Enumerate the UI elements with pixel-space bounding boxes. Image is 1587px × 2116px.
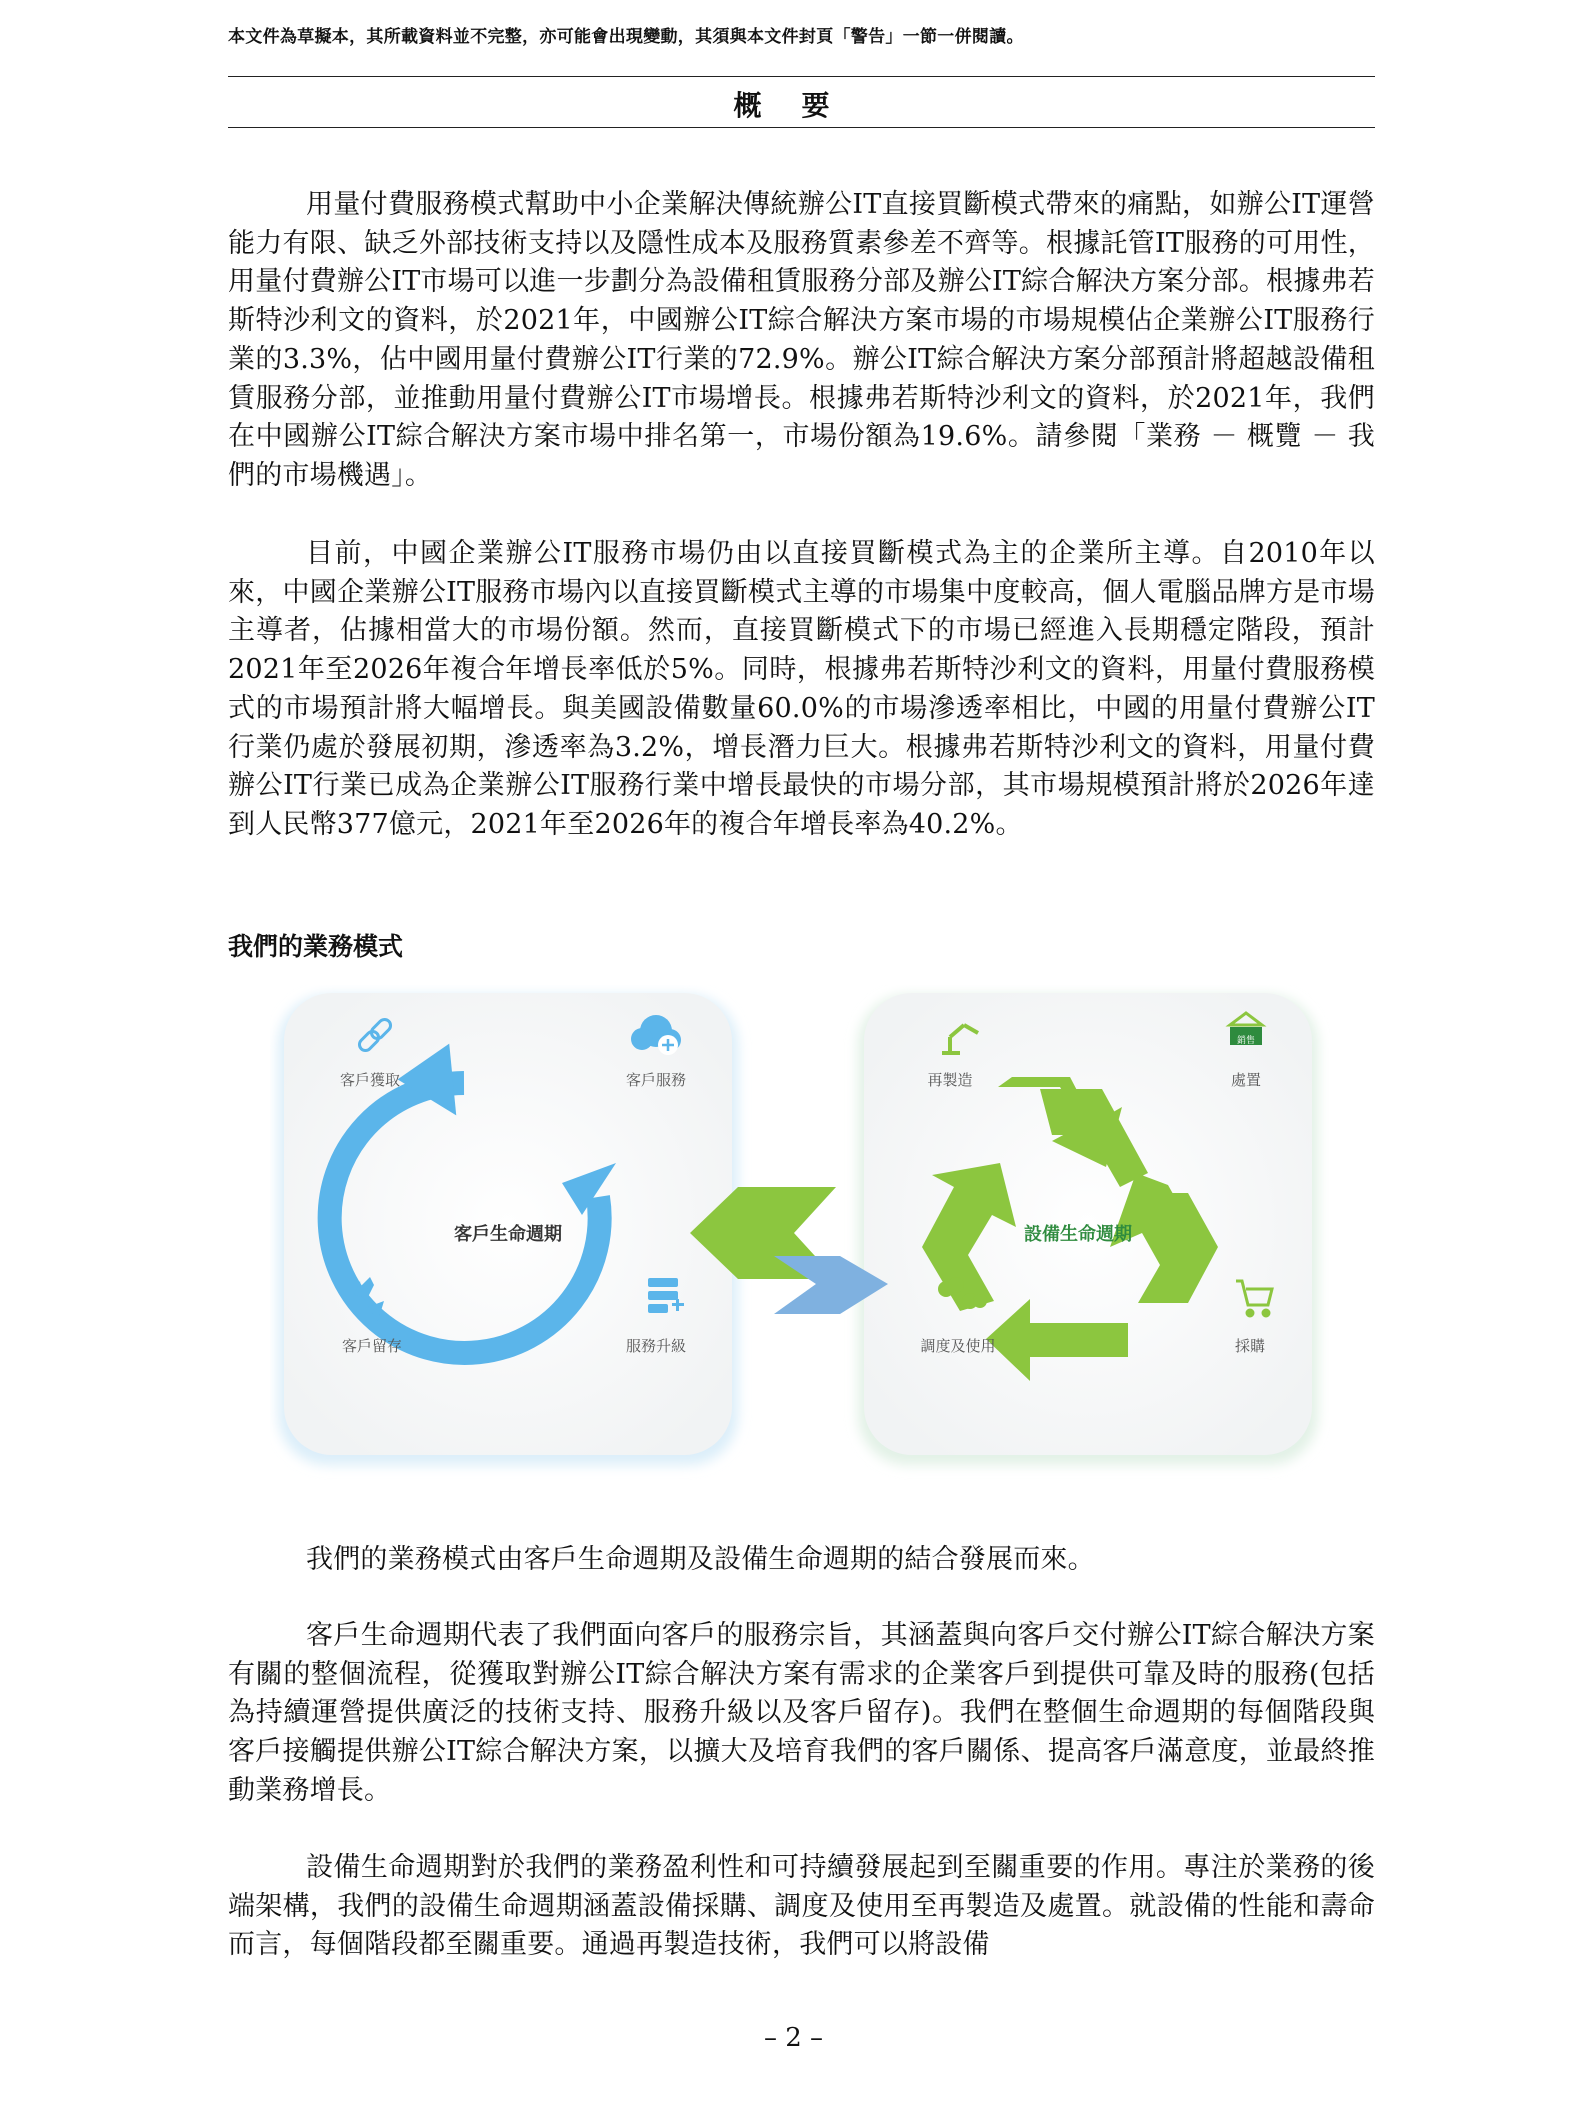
draft-notice: 本文件為草擬本，其所載資料並不完整，亦可能會出現變動，其須與本文件封頁「警告」一節一併閱讀。	[228, 27, 1024, 47]
label-service-upgrade: 服務升級	[625, 1337, 687, 1355]
paragraph-device-lifecycle: 設備生命週期對於我們的業務盈利性和可持續發展起到至關重要的作用。專注於業務的後端架構，我們的設備生命週期涵蓋設備採購、調度及使用至再製造及處置。就設備的性能和壽命而言，每個階段都至關重要。通過再製造技術，我們可以將設備	[228, 1852, 1375, 1961]
label-customer-service: 客戶服務	[625, 1071, 687, 1089]
paragraph-market-growth: 目前，中國企業辦公IT服務市場仍由以直接買斷模式為主的企業所主導。自2010年以來，中國企業辦公IT服務市場內以直接買斷模式主導的市場集中度較高，個人電腦品牌方是市場主導者，佔據相當大的市場份額。然而，直接買斷模式下的市場已經進入長期穩定階段，預計2021年至2026年複合年增長率低於5%。同時，根據弗若斯特沙利文的資料，用量付費服務模式的市場預計將大幅增長。與美國設備數量60.0%的市場滲透率相比，中國的用量付費辦公IT行業仍處於發展初期，滲透率為3.2%，增長潛力巨大。根據弗若斯特沙利文的資料，用量付費辦公IT行業已成為企業辦公IT服務行業中增長最快的市場分部，其市場規模預計將於2026年達到人民幣377億元，2021年至2026年的複合年增長率為40.2%。	[228, 538, 1375, 840]
label-procurement: 採購	[1234, 1337, 1266, 1355]
label-customer-acquisition: 客戶獲取	[339, 1071, 401, 1089]
diagram-graphics	[270, 985, 1330, 1490]
label-customer-retention: 客戶留存	[341, 1337, 403, 1355]
header-rule-top	[228, 76, 1375, 77]
label-device-lifecycle: 設備生命週期	[1024, 1224, 1132, 1245]
page-number: – 2 –	[763, 2023, 824, 2053]
label-disposal: 處置	[1230, 1071, 1262, 1089]
section-heading-business-model: 我們的業務模式	[228, 932, 404, 961]
label-remanufacturing: 再製造	[927, 1071, 973, 1089]
header-rule-bottom	[228, 127, 1375, 128]
paragraph-business-model-intro: 我們的業務模式由客戶生命週期及設備生命週期的結合發展而來。	[306, 1544, 1095, 1575]
page-title: 概要	[733, 89, 870, 122]
paragraph-customer-lifecycle: 客戶生命週期代表了我們面向客戶的服務宗旨，其涵蓋與向客戶交付辦公IT綜合解決方案有關的整個流程，從獲取對辦公IT綜合解決方案有需求的企業客戶到提供可靠及時的服務(包括為持續運營提供廣泛的技術支持、服務升級以及客戶留存)。我們在整個生命週期的每個階段與客戶接觸提供辦公IT綜合解決方案，以擴大及培育我們的客戶關係、提高客戶滿意度，並最終推動業務增長。	[228, 1620, 1375, 1806]
business-model-diagram	[270, 985, 1330, 1490]
shop-sign-text: 銷售	[1236, 1036, 1256, 1046]
label-deployment-usage: 調度及使用	[920, 1337, 996, 1355]
label-customer-lifecycle: 客戶生命週期	[454, 1224, 562, 1245]
paragraph-market-overview: 用量付費服務模式幫助中小企業解決傳統辦公IT直接買斷模式帶來的痛點，如辦公IT運營能力有限、缺乏外部技術支持以及隱性成本及服務質素參差不齊等。根據託管IT服務的可用性，用量付費辦公IT市場可以進一步劃分為設備租賃服務分部及辦公IT綜合解決方案分部。根據弗若斯特沙利文的資料，於2021年，中國辦公IT綜合解決方案市場的市場規模佔企業辦公IT服務行業的3.3%，佔中國用量付費辦公IT行業的72.9%。辦公IT綜合解決方案分部預計將超越設備租賃服務分部，並推動用量付費辦公IT市場增長。根據弗若斯特沙利文的資料，於2021年，我們在中國辦公IT綜合解決方案市場中排名第一，市場份額為19.6%。請參閱「業務 － 概覽 － 我們的市場機遇」。	[228, 189, 1375, 491]
